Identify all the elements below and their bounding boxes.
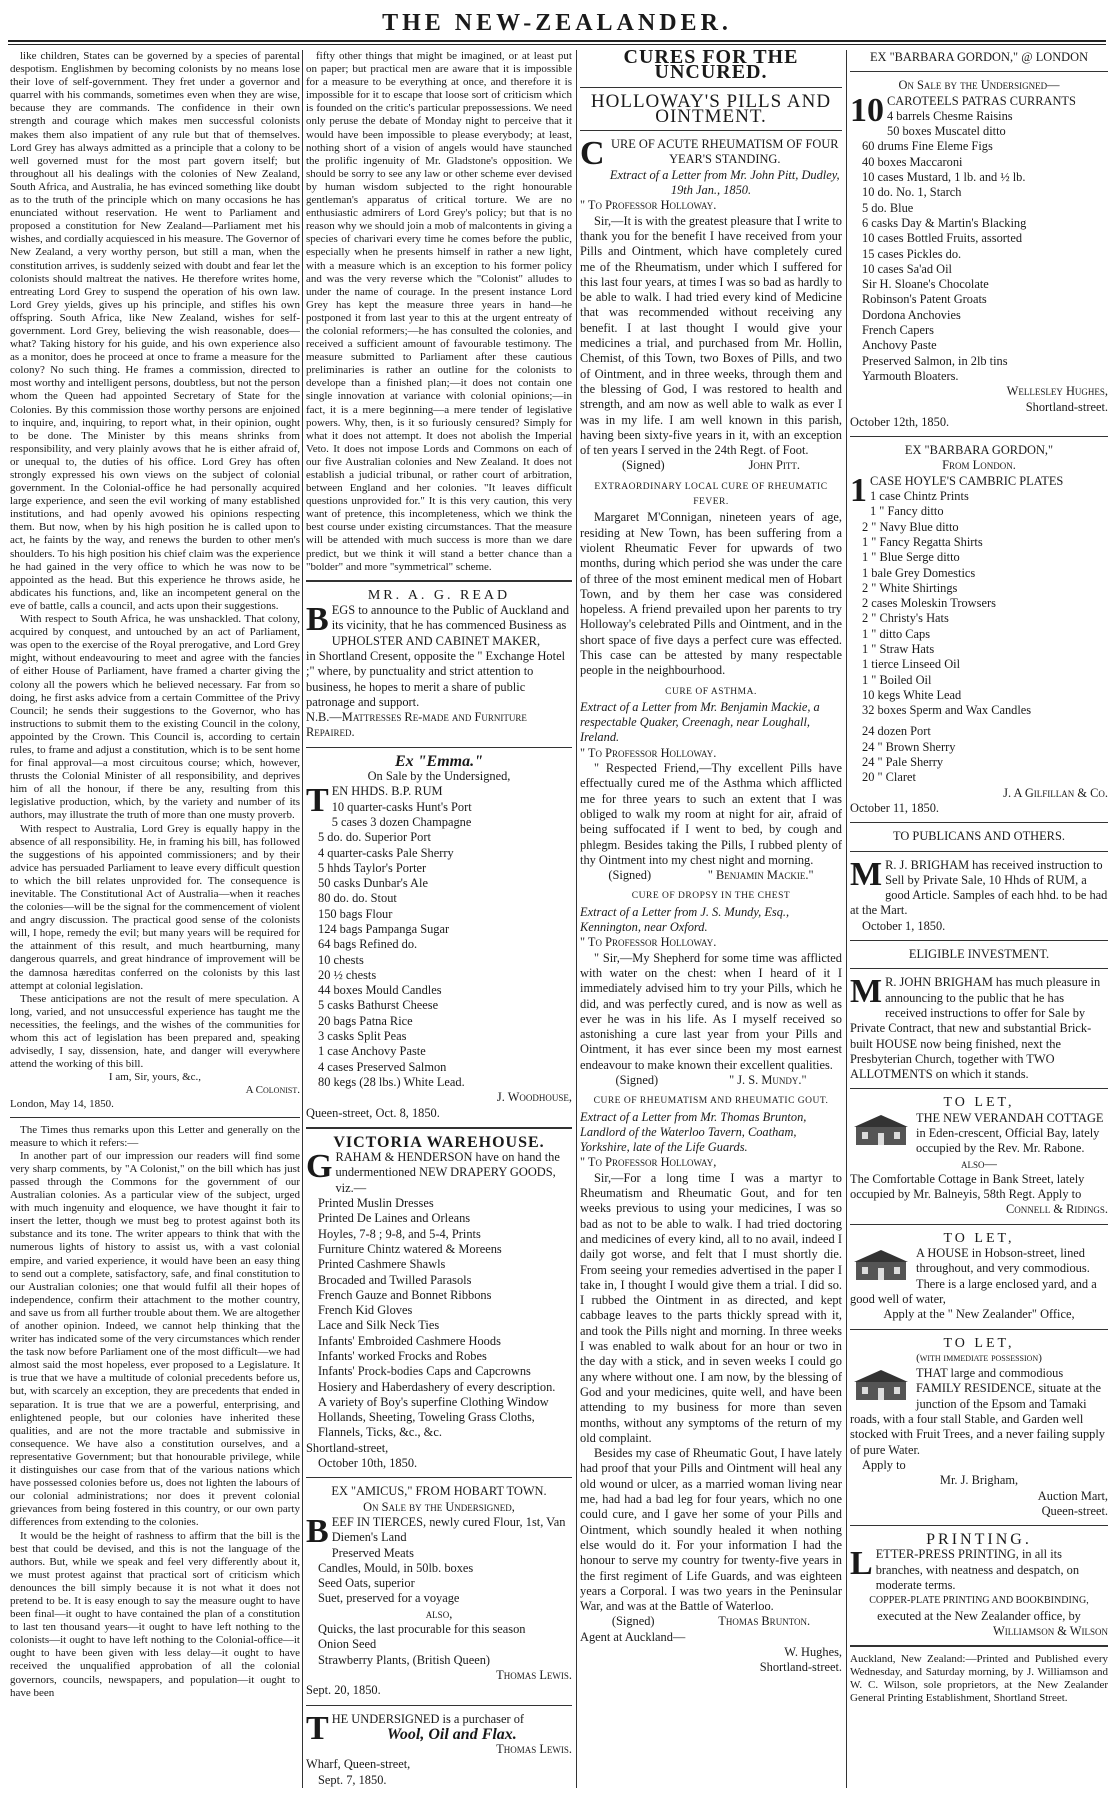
case-4-extract: Extract of a Letter from J. S. Mundy, Esq., Kennington, near Oxford. [580,904,790,935]
amicus-first: EEF IN TIERCES, newly cured Flour, 1st, Van Diemen's Land [331,1514,566,1545]
let-1-advertisement [850,1095,1108,1217]
read-advertisement [306,588,572,741]
barbara-2-item-list [850,489,1108,718]
case-5-body-2: Besides my case of Rheumatic Gout, I have lately had proof that your Pills and Ointment will heal any old wound or ulcer, as a married woman living near me, had had a bad leg for four years, which no one could cure, and I gave her some of your Pills and Ointment, which soundly healed it when nothing else would do it. For your information I had the honour to serve my country for twenty-five years in the first regiment of Life Guards, and was eighteen years a Corporal. I was two years in the Peninsular War, and was at the Battle of Waterloo. [580,1446,842,1614]
publicans-date: October 1, 1850. [862,918,946,933]
list-item: Preserved Meats [331,1545,414,1560]
letter-paragraph: With respect to South Africa, he was unshackled. That colony, acquired by conquest, and untouched by an act of Parliament, was open to the exercise of the Royal prerogative, and Lord Grey might, without endeavouring to meet and agree with the fancies of either House of Parliament, have framed a charter giving the colony all the powers which he believed necessary. Far from so doing, he first asks advice from a certain Committee of the Privy Council; he sends their suggestions to the Governor, who has instructions to submit them to the existing Council in the colony, appointed by the Crown. This Council is, according to certain rules, to frame and adjust a constitution, which is to be sent home for final approval—a most circuitous course; which, however, thrusts the Colonial Minister of all responsibility, and deprives him of all the honour, if there be any, resulting from this legislative production, which, by the variety and number of its authors, may illustrate the truth of more than one musty proverb. [10,613,300,822]
divider [850,1525,1108,1526]
list-item: 80 kegs (28 lbs.) White Lead. [318,1074,465,1089]
list-item: 150 bags Flour [318,906,393,921]
wool-line-2: Wool, Oil and Flax. [386,1725,517,1743]
divider [306,580,572,582]
imprint: Auckland, New Zealand:—Printed and Published every Wednesday, and Saturday morning, by J. Williamson and W. C. Wilson, sole proprietors, at the New Zealander General Printing Establishment, Shortland Street. [850,1653,1108,1705]
list-item: Sir H. Sloane's Chocolate [862,277,989,292]
let-3-place: Queen-street. [1041,1503,1108,1518]
barbara-2-signature: J. A Gilfillan & Co. [1003,785,1108,800]
masthead [0,0,1114,44]
divider [850,968,1108,969]
amicus-also: also, [425,1606,453,1621]
divider [10,1117,300,1118]
let-2-advertisement [850,1231,1108,1323]
let-1-body-2: The Comfortable Cottage in Bank Street, lately occupied by Mr. Balneyis, 58th Regt. Apply to [850,1171,1085,1202]
let-3-apply: Apply to [862,1457,906,1472]
list-item: 1 tierce Linseed Oil [862,657,961,672]
list-item: 40 boxes Maccaroni [862,154,963,169]
dropcap: B [306,601,329,639]
case-5-extract: Extract of a Letter from Mr. Thomas Brunton, Landlord of the Waterloo Tavern, Coatham, Yorkshire, late of the Life Guards. [580,1109,807,1155]
list-item: 1 " Boiled Oil [862,672,932,687]
victoria-advertisement [306,1135,572,1472]
emma-first: EN HHDS. B.P. RUM [331,784,443,799]
wool-line-1: HE UNDERSIGNED is a purchaser of [331,1711,525,1726]
let-3-body: THAT large and commodious FAMILY RESIDENCE, situate at the junction of the Epsom and Tamaki roads, with a four stall Stable, and Garden well stocked with Fruit Trees, and a never failing supply of pure Water. [850,1366,1106,1457]
list-item: 5 cases 3 dozen Champagne [331,814,472,829]
dropcap: M [850,855,883,893]
printing-line-3: executed at the New Zealander office, by [877,1608,1081,1623]
list-item: 20 ½ chests [318,967,377,982]
victoria-outro: A variety of Boy's superfine Clothing Window Hollands, Sheeting, Toweling Grass Cloths, Flannels, Ticks, &c., &c. [318,1394,549,1440]
investment-heading: ELIGIBLE INVESTMENT. [908,947,1050,962]
column-two [306,50,572,1790]
case-4-name: " J. S. Mundy." [729,1073,807,1087]
divider [306,747,572,748]
divider [580,87,842,88]
list-item: Lace and Silk Neck Ties [318,1318,440,1333]
column-letter [10,50,300,1790]
divider [850,822,1108,823]
list-item: 10 do. No. 1, Starch [862,185,962,200]
let-1-heading: TO LET, [943,1095,1015,1111]
let-1-also: also— [961,1156,997,1171]
read-body-2: in Shortland Cresent, opposite the " Exchange Hotel ;" where, by punctuality and strict attention to business, he hopes to merit a share of public patronage and support. [306,648,566,709]
list-item: 3 casks Split Peas [318,1029,407,1044]
list-item: 10 quarter-casks Hunt's Port [331,799,472,814]
column-divider [576,50,577,1788]
emma-advertisement [306,754,572,1121]
list-item: 2 cases Moleskin Trowsers [862,596,996,611]
emma-date: Queen-street, Oct. 8, 1850. [306,1105,440,1120]
amicus-sub: On Sale by the Undersigned, [363,1499,515,1514]
holloway-heading-1: CURES FOR THE UNCURED. [623,50,799,84]
list-item: 1 case Anchovy Paste [318,1044,426,1059]
case-5-agent-name: W. Hughes, [784,1644,842,1659]
victoria-place: Shortland-street, [306,1440,389,1455]
emma-signature: J. Woodhouse, [496,1090,572,1105]
list-item: 2 " White Shirtings [862,580,958,595]
house-icon [850,1368,912,1402]
dropcap: 1 [850,471,867,509]
let-1-signature: Connell & Ridings. [1006,1202,1108,1217]
list-item: 24 dozen Port [862,724,931,739]
barbara-1-first: CAROTEELS PATRAS CURRANTS [887,93,1076,108]
publicans-body: R. J. BRIGHAM has received instruction to Sell by Private Sale, 10 Hhds of RUM, a good Article. Samples of each hhd. to be had at the Mart. [850,857,1108,918]
amicus-item-list [306,1546,572,1607]
read-body: EGS to announce to the Public of Auckland and its vicinity, that he has commenced Business as [331,603,570,633]
printing-advertisement [850,1532,1108,1639]
list-item: 1 " Fancy ditto [870,504,944,519]
divider [306,1705,572,1706]
barbara-1-item-list [850,109,1108,384]
emma-item-list [306,800,572,1091]
barbara-1-date: October 12th, 1850. [850,414,950,429]
column-divider [846,50,847,1788]
list-item: 44 boxes Mould Candles [318,983,442,998]
list-item: Printed De Laines and Orleans [318,1211,471,1226]
list-item: 1 case Chintz Prints [870,489,969,504]
list-item: 20 " Claret [862,770,916,785]
printing-line-2: COPPER-PLATE PRINTING AND BOOKBINDING, [869,1595,1089,1607]
list-item: 64 bags Refined do. [318,937,418,952]
barbara-1-sub: On Sale by the Undersigned— [898,78,1060,93]
list-item: Seed Oats, superior [318,1576,415,1591]
dropcap: T [306,1709,329,1747]
case-5-to: " To Professor Holloway, [580,1155,717,1170]
dropcap: T [306,782,329,820]
letter-paragraph: like children, States can be governed by a species of parental despotism. Englishmen by becoming colonists by no means lose their love of self-government. They fret under a governor and quarrel with his commands, sometimes even when they are wise, because they are commands. The confidence in their own strength and courage which makes men successful colonists makes them also impatient of any rule but that of themselves. Lord Grey has always admitted as a principle that a colony to be well governed must for the most part govern itself; but throughout all his dealings with the colonies of New Zealand, South Africa, and Australia, he has evinced something like doubt as to the truth of the principle which on many occasions he has enunciated without reservation. He went to Parliament and proposed a constitution for New Zealand—Parliament met his wishes, and cordially acquiesced in his measure. The Governor of New Zealand, a very worthy person, but still a man, when the constitution arrives, is suddenly seized with doubt and fear let the colonists should maltreat the natives. He therefore writes home, entreating Lord Grey to suspend the operation of his own law. Lord Grey yields, gives up his principle, and stifles his own offspring. South Africa, like New Zealand, wishes for self-government. Lord Grey, believing the wish reasonable, does—what? Taking history for his guide, and his own experience also as a monitor, does he proceed at once to frame a measure for the colony? No such thing. He frames a commission, directed to most worthy and intelligent persons, doubtless, but not the person whom the Queen had appointed Secretary of State for the Colonies. By this commission those worthy persons are enjoined to inquire, and, inquiring, to report what, in their opinion, ought to be done. The Minister by this means shrinks from responsibility, and very plainly avows that he is either afraid of, or unequal to, the duties of his office. Lord Grey has often strongly expressed his own views on the subject of colonial government. In the Colonial-office he had personally acquired large experience, and seen the evil working of many established institutions, and had openly avowed his opinions respecting them. But now, when by his high position he is called upon to act, he faints by the way, and renews the burden to other men's shoulders. To his high position his chief claim was the experience he had gained in the very office to which he was now to be appointed as the head. But this experience he throws aside, he abdicates his functions, and, like an incompetent general on the eve of battle, calls a council, and acts upon their suggestions. [10,50,300,612]
list-item: Hosiery and Haberdashery of every description. [318,1379,556,1394]
list-item: 10 chests [318,952,364,967]
read-heading: MR. A. G. READ [367,587,511,603]
dropcap: B [306,1512,329,1550]
list-item: 10 cases Sa'ad Oil [862,261,952,276]
list-item: 1 " ditto Caps [862,626,931,641]
dropcap: C [580,135,605,173]
letter-closing: I am, Sir, yours, &c., [108,1071,202,1084]
wool-place: Wharf, Queen-street, [306,1757,411,1772]
list-item: Printed Muslin Dresses [318,1196,434,1211]
case-3-name: " Benjamin Mackie." [707,868,814,883]
list-item: 20 bags Patna Rice [318,1013,413,1028]
wool-advertisement [306,1709,572,1788]
list-item: 5 do. do. Superior Port [318,830,431,845]
dropcap: 10 [850,91,884,129]
case-1-title: URE OF ACUTE RHEUMATISM OF FOUR YEAR'S STANDING. [611,137,839,167]
case-5-agent-place: Shortland-street. [759,1660,842,1675]
list-item: 1 bale Grey Domestics [862,565,976,580]
dropcap: L [850,1545,873,1583]
divider [850,436,1108,437]
list-item: 124 bags Pampanga Sugar [318,921,450,936]
wool-date: Sept. 7, 1850. [318,1772,387,1787]
case-5-title: CURE OF RHEUMATISM AND RHEUMATIC GOUT. [593,1096,829,1107]
list-item: 10 cases Bottled Fruits, assorted [862,231,1023,246]
wool-signature: Thomas Lewis. [496,1742,572,1757]
case-5-name: Thomas Brunton. [718,1614,811,1629]
case-2-title: EXTRAORDINARY LOCAL CURE OF RHEUMATIC FEVER. [594,481,828,508]
printing-body: ETTER-PRESS PRINTING, in all its branches, with neatness and despatch, on moderate terms. [875,1547,1080,1593]
amicus-heading: EX "AMICUS," FROM HOBART TOWN. [331,1484,547,1499]
list-item: Quicks, the last procurable for this season [318,1622,526,1637]
barbara-1-place: Shortland-street. [1025,399,1108,414]
dropcap: M [850,973,883,1011]
list-item: French Kid Gloves [318,1303,413,1318]
barbara-1-signature: Wellesley Hughes, [1006,384,1108,399]
barbara-2-first: CASE HOYLE'S CAMBRIC PLATES [870,473,1064,488]
case-2-body: Margaret M'Connigan, nineteen years of age, residing at New Town, has been suffering from a violent Rheumatic Fever for upwards of two months, during which period she was under the care of three of the most eminent medical men of Hobart Town, and by them her case was considered hopeless. A friend prevailed upon her parents to try Holloway's celebrated Pills and Ointment, and in the short space of five days a perfect cure was effected. This case can be attested by many respectable people in the neighbourhood. [580,510,842,678]
list-item: 6 casks Day & Martin's Blacking [862,215,1027,230]
case-5-agent: Agent at Auckland— [580,1629,686,1644]
times-paragraph: In another part of our impression our readers will find some very sharp comments, by "A Colonist," on the bill which has just passed through the Commons for the government of our Australian colonies. As a particular view of the subject, urged with much ingenuity and eloquence, we have thought it fair to insert the letter, though we must beg to protest against both its substance and its tone. The writer appears to think that with the numerous lights of history to assist us, with a vast colonial empire, and varied experience, it would have been an easy thing to send out a complete, satisfactory, safe, and final constitution to our Australian colonies; one that would fulfil all their hopes of independence, confirm their attachment to the mother country, and save us from all further trouble about them. We are altogether of another opinion. Indeed, we cannot help thinking that the writer has indicated some of the very circumstances which render the task now before Parliament one of the most difficult—we had almost said the most hopeless, ever proposed to a Legislature. It is true that we have a multitude of colonial precedents before us, but, with scarcely an exception, they are precedents that ended in separation. It is true that we are a powerful, enterprising, and enlightened people, but our colonies have inherited these qualities, and are not the more tractable and submissive in consequence. We have also a constitution ourselves, and a representative Government; but that honourable privilege, while it distinguishes our case from that of the various nations which have possessed colonies before us, does not lighten the labours of our colonial administrations; nor does it prevent colonial grievances from being fostered in this country, or our own party differences from extending to the colonies. [10,1149,300,1529]
letter-paragraph: These anticipations are not the result of mere speculation. A long, varied, and not unsuccessful experience has taught me the necessities, the feelings, and the wishes of the communities for whom this act of legislation has been prepared and, speaking advisedly, I say, dissension, hate, and danger will everywhere attend the working of this bill. [10,992,300,1071]
divider [850,851,1108,852]
let-2-body: A HOUSE in Hobson-street, lined throughout, and very commodious. There is a large enclosed yard, and a good well of water, [850,1246,1097,1306]
case-3-body: " Respected Friend,—Thy excellent Pills have effectually cured me of the Asthma which afflicted me for three years to such an extent that I was obliged to walk my room at night for air, afraid of being suffocated if I went to bed, by cough and phlegm. Besides taking the Pills, I rubbed plenty of thy Ointment into my chest night and morning. [580,761,842,867]
case-1-name: John Pitt. [748,458,800,473]
publicans-heading: TO PUBLICANS AND OTHERS. [893,829,1065,844]
masthead-rule [8,40,1106,42]
barbara-2-item-list-2 [850,724,1108,785]
case-1-to: " To Professor Holloway. [580,198,717,213]
investment-body: R. JOHN BRIGHAM has much pleasure in announcing to the public that he has received instructions to offer for Sale by Private Contract, that new and substantial Brick-built HOUSE now being finished, next the Presbyterian Church, together with TWO ALLOTMENTS on which it stands. [850,975,1101,1082]
let-3-sub: (with immediate possession) [916,1351,1042,1364]
case-3-to: " To Professor Holloway. [580,745,717,760]
holloway-heading-2: HOLLOWAY'S PILLS AND OINTMENT. [590,90,832,127]
divider [850,1645,1108,1647]
list-item: Yarmouth Bloaters. [862,368,959,383]
let-3-name: Mr. J. Brigham, [939,1473,1019,1488]
list-item: 4 quarter-casks Pale Sherry [318,845,454,860]
letter-paragraph: With respect to Australia, Lord Grey is equally happy in the absence of all responsibility. He, in framing his bill, has followed the suggestions of his appointed commissioners; and by their advice has persuaded Parliament to leave every difficult question to which the bill relates unprovided for. The consequence is inevitable. The Constitutional Act of Australia—when it reaches the colonies—will be the signal for the commencement of violent and angry discussion. The practical good sense of the colonists will, I hope, remedy the evil; but many years will be required for the attainment of this result, and much heartburning, many dangerous quarrels, and great hindrance of improvement will be the damnosa hæreditas conferred on the colonists by this last attempt at colonial legislation. [10,822,300,992]
house-icon [850,1113,912,1147]
column-holloway [580,50,842,1790]
divider [850,1329,1108,1330]
list-item: Candles, Mould, in 50lb. boxes [318,1560,474,1575]
list-item: 5 do. Blue [862,200,914,215]
list-item: 2 " Christy's Hats [862,611,949,626]
emma-heading: Ex "Emma." [395,752,483,770]
printing-heading: PRINTING. [926,1531,1032,1549]
letter-date: London, May 14, 1850. [10,1097,114,1110]
read-note: N.B.—Mattresses Re-made and Furniture Repaired. [306,710,527,740]
list-item: 5 casks Bathurst Cheese [318,998,439,1013]
list-item: 2 " Navy Blue ditto [862,519,959,534]
case-1-body: Sir,—It is with the greatest pleasure that I write to thank you for the benefit I have received from your Pills and Ointment, which have completely cured me of the Rheumatism, under which I suffered for this last four years, at times I was so bad as hardly to be able to walk. I had tried every kind of Medicine that was recommended without receiving any benefit. I at last thought I would give your medicines a trial, and purchased from Mr. Hollin, Chemist, of this Town, two Boxes of Pills, and two of Ointment, and in three weeks, through them and the blessing of God, I was restored to health and strength, and am now as well able to walk as ever I was in my life. I am well known in this parish, having been sixty-five years in it, with an exception of ten years I served in the 24th Regt. of Foot. [580,213,842,458]
case-4-to: " To Professor Holloway. [580,935,717,950]
case-4-body: " Sir,—My Shepherd for some time was afflicted with water on the chest: when I heard of it I immediately advised him to try your Pills, which he did, and was perfectly cured, and is now as well as ever he was in his life. As I myself received so astonishing a cure last year from your Pills and Ointment, it has ever since been my most earnest endeavour to make known their excellent qualities. [580,950,842,1072]
printing-signature: Williamson & Wilson [993,1623,1108,1638]
list-item: 15 cases Pickles do. [862,246,962,261]
read-trade: UPHOLSTER AND CABINET MAKER, [331,633,541,648]
list-item: French Capers [862,323,934,338]
letter-signature: A Colonist. [245,1084,300,1097]
list-item: 1 " Straw Hats [862,641,935,656]
amicus-date: Sept. 20, 1850. [306,1683,381,1698]
masthead-rule-thin [8,44,1106,45]
list-item: 10 kegs White Lead [862,687,962,702]
amicus-advertisement [306,1484,572,1698]
list-item: Dordona Anchovies [862,307,961,322]
let-3-role: Auction Mart, [1037,1488,1108,1503]
barbara-2-sub: From London. [942,458,1016,473]
barbara-2-heading: EX "BARBARA GORDON," [904,443,1054,458]
barbara-1-heading: EX "BARBARA GORDON," @ LONDON [869,50,1089,64]
column-four [850,50,1108,1790]
case-3-title: CURE OF ASTHMA. [665,686,757,697]
case-3-signed: (Signed) [608,868,652,883]
list-item: Robinson's Patent Groats [862,292,987,307]
list-item: Onion Seed [318,1637,377,1652]
divider [850,1088,1108,1089]
list-item: 4 barrels Chesme Raisins [887,108,1013,123]
list-item: 24 " Pale Sherry [862,755,944,770]
column-divider [302,50,303,1788]
list-item: Suet, preserved for a voyage [318,1591,460,1606]
case-4-title: CURE OF DROPSY IN THE CHEST [631,891,791,902]
let-3-advertisement [850,1336,1108,1520]
barbara-1-advertisement [850,50,1108,430]
victoria-intro: RAHAM & HENDERSON have on hand the undermentioned NEW DRAPERY GOODS, viz.— [335,1150,560,1195]
list-item: Infants' Embroided Cashmere Hoods [318,1333,501,1348]
case-1 [580,137,842,474]
case-4-signed: (Signed) [615,1073,659,1087]
amicus-item-list-2 [306,1622,572,1668]
divider [850,940,1108,941]
list-item: Strawberry Plants, (British Queen) [318,1652,491,1667]
let-3-heading: TO LET, [943,1335,1015,1351]
list-item: 80 do. do. Stout [318,891,397,906]
emma-sub: On Sale by the Undersigned, [367,769,511,784]
list-item: Furniture Chintz watered & Moreens [318,1241,502,1256]
let-2-heading: TO LET, [943,1230,1015,1246]
divider [306,1477,572,1478]
newspaper-title: THE NEW-ZEALANDER. [382,10,732,36]
let-1-body: THE NEW VERANDAH COTTAGE in Eden-crescent, Official Bay, lately occupied by the Rev. Mr. Rabone. [916,1110,1104,1156]
list-item: 24 " Brown Sherry [862,739,956,754]
list-item: Infants' Prock-bodies Caps and Capcrowns [318,1364,531,1379]
barbara-2-date: October 11, 1850. [850,800,940,815]
list-item: 50 boxes Muscatel ditto [887,124,1006,139]
investment-advertisement [850,947,1108,1082]
case-5-signed: (Signed) [611,1614,655,1629]
victoria-date: October 10th, 1850. [318,1456,418,1471]
case-1-signed: (Signed) [621,458,665,473]
divider [580,130,842,131]
house-icon [850,1248,912,1282]
list-item: Infants' worked Frocks and Robes [318,1349,487,1363]
dropcap: G [306,1148,333,1186]
list-item: 60 drums Fine Eleme Figs [862,139,993,154]
victoria-item-list [306,1196,572,1395]
case-5-body: Sir,—For a long time I was a martyr to Rheumatism and Rheumatic Gout, and for ten weeks previous to using your medicines, I was so bad as not to be able to walk. I had tried doctoring and medicines of every kind, all to no avail, indeed I daily got worse, and felt that I must shortly die. From seeing your remedies advertised in the paper I take in, I thought I would give them a trial. I did so. I rubbed the Ointment in as directed, and kept cabbage leaves to the parts thickly spread with it, and took the Pills night and morning. In three weeks I was enabled to walk about for an hour or two in the day with a stick, and in seven weeks I could go any where without one. I am now, by the blessing of God and your medicines, quite well, and have been attending to my business for more than seven months, without any symptoms of the return of my old complaint. [580,1170,842,1445]
times-paragraph: It would be the height of rashness to affirm that the bill is the best that could be devised, and this is not the language of the authors. But, while we speak and feel very differently about it, we must protest against that practical sort of criticism which denounces the bill simply because it is not what it does not pretend to be. It is easy enough to say the measure ought to have been final—it ought to have contained the plan of a constitution to last ten thousand years—it ought to have left nothing to the colonists—it ought to have left nothing to the Colonial-office—it ought to have been given with less delay—it ought to have received the unqualified approbation of all the colonial governors, councils, newspapers, and population—it ought to have been [10,1529,300,1699]
list-item: Hoyles, 7-8 ; 9-8, and 5-4, Prints [318,1226,481,1241]
amicus-signature: Thomas Lewis. [496,1667,572,1682]
case-3-extract: Extract of a Letter from Mr. Benjamin Mackie, a respectable Quaker, Creenagh, near Loughall, Ireland. [580,699,820,745]
times-paragraph: The Times thus remarks upon this Letter and generally on the measure to which it refers:— [10,1123,300,1149]
list-item: Anchovy Paste [862,338,937,353]
list-item: 32 boxes Sperm and Wax Candles [862,703,1032,718]
barbara-2-advertisement [850,443,1108,816]
divider [850,71,1108,72]
list-item: Brocaded and Twilled Parasols [318,1272,472,1287]
article-paragraph: fifty other things that might be imagined, or at least put on paper; but practical men are aware that it is impossible for a measure to be everything at once, and therefore it is impossible for it to escape that loose sort of criticism which is founded on the critic's particular prepossessions. We need only peruse the debate of Monday night to perceive that it would have been impossible to please everybody; at least, nothing short of a vision of angels would have staunched the prolific ingenuity of Mr. Gladstone's opposition. We should be sorry to see any law or other scheme ever devised by human wisdom subjected to the right honourable gentleman's apparatus of critical torture. We are no enthusiastic admirers of Lord Grey's policy; but that is no reason why we should join a mob of malcontents in giving a species of charivari every time he comes before the public, especially when he presents himself in rather a new light, with a measure which is an exception to his former policy and was the very reverse which the "Colonist" alludes to under the name of courage. In the present instance Lord Grey has kept the measure three years in hand—he postponed it from last year to this at the urgent entreaty of the colonial reformers;—he has consulted the colonies, and received a sufficient amount of favourable testimony. The measure submitted to Parliament after these cautious preliminaries is rather an outline for the colonists to develope than a finished plan;—it does not contain one single innovation at variance with colonial opinions;—in fact, it is a mere beginning—a mere tender of legislative powers. Why, then, is it so furiously censured? Simply for what it does not attempt. It does not abolish the Imperial Veto. It does not impose Lords and Commons on each of our five Australian colonies and New Zealand. It does not establish a judicial tribunal, or rather court of arbitration, between England and her colonies. "It leaves difficult questions unprovided for." It is this very caution, this very want of pretence, this incompleteness, which we think the best course under existing circumstances. That the measure will be attended with much success is more than we dare predict, but we think it will stand a better chance than a "bolder" and more "symmetrical" scheme. [306,50,572,573]
case-1-extract: Extract of a Letter from Mr. John Pitt, Dudley, 19th Jan., 1850. [609,167,840,198]
divider [306,1127,572,1129]
list-item: 10 cases Mustard, 1 lb. and ½ lb. [862,170,1026,185]
list-item: Printed Cashmere Shawls [318,1257,446,1272]
list-item: 50 casks Dunbar's Ale [318,876,428,891]
list-item: 5 hhds Taylor's Porter [318,860,427,875]
list-item: 1 " Fancy Regatta Shirts [862,534,983,549]
publicans-advertisement [850,829,1108,934]
divider [850,1224,1108,1225]
let-2-apply: Apply at the " New Zealander" Office, [883,1307,1075,1322]
list-item: 1 " Blue Serge ditto [862,550,960,565]
list-item: Preserved Salmon, in 2lb tins [862,353,1008,368]
list-item: 4 cases Preserved Salmon [318,1059,447,1074]
list-item: French Gauze and Bonnet Ribbons [318,1287,492,1302]
victoria-heading: VICTORIA WAREHOUSE. [333,1133,545,1151]
